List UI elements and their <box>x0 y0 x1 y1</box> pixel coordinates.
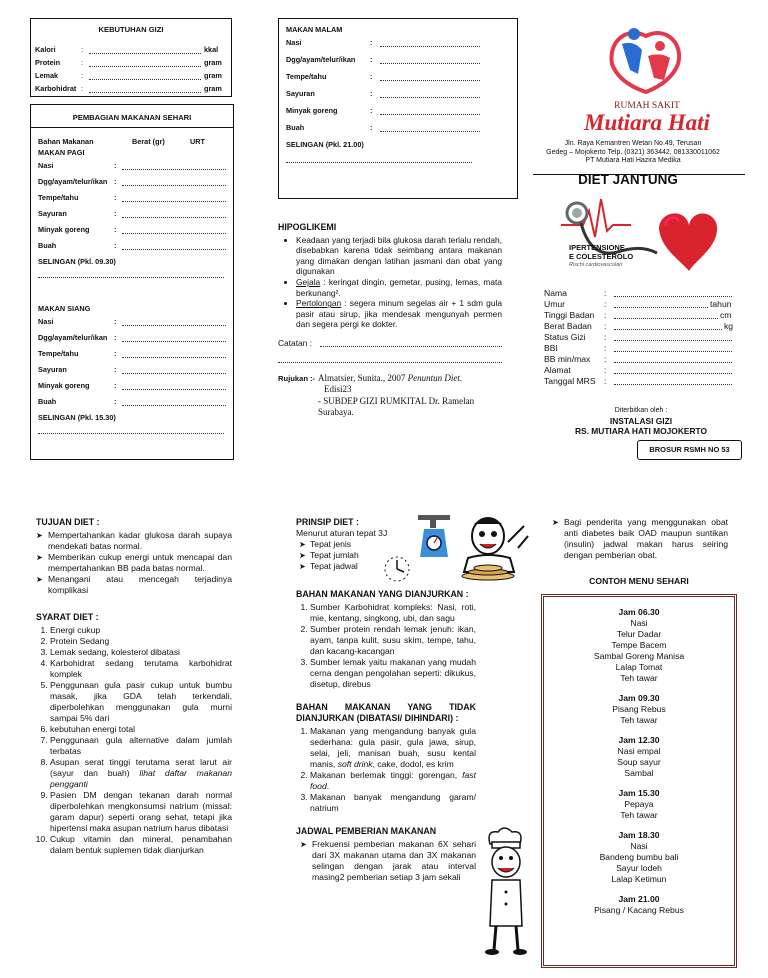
hipoglikemi-section <box>278 222 502 419</box>
menu-food: Pisang / Kacang Rebus <box>594 905 684 915</box>
jadwal-item: ➤ Frekuensi pemberian makanan 6X sehari dari 3X makanan utama dan 3X makanan selingan dengan jarak atau interval masing2 pemberian setiap 3 jam sekali <box>312 839 476 883</box>
prinsip-item: ➤ Tepat jadwal <box>310 561 478 572</box>
menu-food: Lalap Tomat <box>615 662 663 672</box>
selingan-siang: SELINGAN (Pkl. 15.30) <box>38 413 116 422</box>
malam-row: Nasi : <box>286 38 512 55</box>
tujuan-item: ➤ Mempertahankan kadar glukosa darah supaya mendekati batas normal. <box>48 530 232 552</box>
kebutuhan-row-protein: Protein : gram <box>35 58 222 67</box>
img-text-3: Rischi cardiovascolari <box>569 262 623 268</box>
menu-food: Bandeng bumbu bali <box>599 852 679 862</box>
col-berat: Berat (gr) <box>132 137 165 146</box>
tujuan-syarat-section <box>36 517 232 856</box>
kebutuhan-row-lemak: Lemak : gram <box>35 71 222 80</box>
syarat-item: 7. Penggunaan gula alternative dalam jumlah terbatas <box>50 735 232 757</box>
hospital-name: Mutiara Hati <box>584 110 710 135</box>
menu-time: Jam 12.30 <box>618 735 660 745</box>
hipoglikemi-p3: • Pertolongan : segera minum segelas air + 1 sdm gula pasir atau sirup, jika mendesak mengunyah permen dan segera pergi ke dokter. <box>296 298 502 330</box>
rumah-sakit-label: RUMAH SAKIT <box>614 101 680 111</box>
scale-icon <box>412 513 456 559</box>
siang-row: Tempe/tahu : <box>38 349 230 365</box>
menu-food: Pepaya <box>624 799 654 809</box>
malam-row: Buah : <box>286 123 512 140</box>
heart-image <box>561 191 721 281</box>
syarat-item: 2. Protein Sedang <box>50 636 232 647</box>
jadwal-title: JADWAL PEMBERIAN MAKANAN <box>296 826 437 836</box>
syarat-item: 5. Penggunaan gula pasir cukup untuk bumbu masak, jika GDA telah terkendali, diperbolehkan menggunakan gula murni sampai 5% dari <box>50 680 232 724</box>
syarat-item: 3. Lemak sedang, kolesterol dibatasi <box>50 647 232 658</box>
selingan-pagi: SELINGAN (Pkl. 09.30) <box>38 257 116 266</box>
siang-row: Sayuran : <box>38 365 230 381</box>
field-row: Tanggal MRS : <box>544 376 736 387</box>
menu-food: Pisang Rebus <box>612 704 666 714</box>
menu-food: Teh tawar <box>620 810 658 820</box>
prinsip-menurut: Menurut aturan tepat 3J <box>296 528 388 538</box>
menu-time: Jam 18.30 <box>618 830 660 840</box>
field-row: Status Gizi : <box>544 332 736 343</box>
field-row: BB min/max : <box>544 354 736 365</box>
pagi-row: Dgg/ayam/telur/ikan : <box>38 177 230 193</box>
syarat-item: 4. Karbohidrat sedang terutama karbohidrat komplek <box>50 658 232 680</box>
menu-time: Jam 09.30 <box>618 693 660 703</box>
tidak-item: 1. Makanan yang mengandung banyak gula sederhana: gula pasir, gula jawa, sirup, selai, jeli, manisan buah, susu kental manis, soft drink, cake, dodol, es krim <box>310 726 476 770</box>
siang-row: Dgg/ayam/telur/ikan : <box>38 333 230 349</box>
kebutuhan-unit: kkal <box>204 45 219 54</box>
kebutuhan-unit: gram <box>204 84 222 93</box>
syarat-item: 9. Pasien DM dengan tekanan darah normal diperbolehkan mengkonsumsi natrium (missal: garam dapur) seperti orang sehat, tetapi jika hipertensi maka asupan natrium harus dibatasi <box>50 790 232 834</box>
pagi-row: Buah : <box>38 241 230 257</box>
clock-icon <box>382 554 412 584</box>
img-text-2: E COLESTEROLO <box>569 252 634 261</box>
tujuan-item: ➤ Menangani atau mencegah terjadinya komplikasi <box>48 574 232 596</box>
obat-section <box>548 517 728 561</box>
malam-row: Tempe/tahu : <box>286 72 512 89</box>
prinsip-title: PRINSIP DIET : <box>296 517 359 527</box>
menu-food: Lalap Ketimun <box>611 874 667 884</box>
siang-row: Nasi : <box>38 317 230 333</box>
diet-title: DIET JANTUNG <box>578 172 678 187</box>
menu-food: Sayur lodeh <box>616 863 662 873</box>
siang-row: Buah : <box>38 397 230 413</box>
field-row: Alamat : <box>544 365 736 376</box>
rujukan: Rujukan :- Almatsier, Sunita., 2007 Penuntun Diet. Edisi23 - SUBDEP GIZI RUMKITAL Dr. Ramelan Surabaya. <box>278 372 475 418</box>
selingan-malam: SELINGAN (Pkl. 21.00) <box>286 140 364 149</box>
menu-time: Jam 06.30 <box>618 607 660 617</box>
field-row: Nama : <box>544 288 736 299</box>
hipoglikemi-title: HIPOGLIKEMI <box>278 222 337 232</box>
field-row: BBI : <box>544 343 736 354</box>
menu-food: Sambal Goreng Manisa <box>593 651 685 661</box>
menu-food: Sambal <box>624 768 654 778</box>
patient-fields <box>544 288 736 387</box>
hospital-address: Jln. Raya Kemantren Wetan No.49, Terusan Gedeg – Mojokerto Telp. (0321) 363442, 081330011062 PT Mutiara Hati Hazira Medika <box>546 140 720 165</box>
dianjurkan-item: 2. Sumber protein rendah lemak jenuh: ikan, ayam, tanpa kulit, susu skim, tempe, tahu, dan kacang-kacangan <box>310 624 476 657</box>
prinsip-item: ➤ Tepat jumlah <box>310 550 478 561</box>
img-text-1: IPERTENSIONE <box>569 243 625 252</box>
tidak-dianjurkan-title: BAHAN MAKANAN YANG TIDAK DIANJURKAN (DIBATASI/ DIHINDARI) : <box>296 702 476 723</box>
malam-row: Dgg/ayam/telur/ikan : <box>286 55 512 72</box>
malam-row: Minyak goreng : <box>286 106 512 123</box>
field-row: Umur : tahun <box>544 299 732 309</box>
menu-food: Soup sayur <box>617 757 661 767</box>
makan-pagi-title: MAKAN PAGI <box>38 148 85 157</box>
menu-time: Jam 15.30 <box>618 788 660 798</box>
makan-malam-box <box>278 18 518 199</box>
hospital-logo-icon <box>604 22 688 94</box>
pembagian-title: PEMBAGIAN MAKANAN SEHARI <box>72 113 192 122</box>
kebutuhan-rows <box>35 45 227 97</box>
kebutuhan-row-kalori: Kalori : kkal <box>35 45 219 54</box>
col-bahan: Bahan Makanan <box>38 137 94 146</box>
chef-icon <box>482 826 530 956</box>
pagi-row: Nasi : <box>38 161 230 177</box>
obat-item: ➤ Bagi penderita yang menggunakan obat anti diabetes baik OAD maupun suntikan (insulin) jadwal makan harus seiring dengan pemberian obat. <box>564 517 728 561</box>
kebutuhan-label: Kalori <box>35 45 56 54</box>
prinsip-item: ➤ Tepat jenis <box>310 539 478 550</box>
publisher: Diterbitkan oleh : INSTALASI GIZI RS. MUTIARA HATI MOJOKERTO <box>575 407 707 436</box>
syarat-item: 10. Cukup vitamin dan mineral, penambahan dalam bentuk suplemen tidak dianjurkan <box>50 834 232 856</box>
tujuan-title: TUJUAN DIET : <box>36 517 100 527</box>
makan-malam-title: MAKAN MALAM <box>286 25 343 34</box>
col-urt: URT <box>190 137 205 146</box>
menu-food: Tempe Bacem <box>611 640 667 650</box>
dianjurkan-item: 3. Sumber lemak yaitu makanan yang mudah cerna dengan pengolahan seperti: dikukus, disetup, direbus <box>310 657 476 690</box>
kebutuhan-unit: gram <box>204 58 222 67</box>
pagi-row: Tempe/tahu : <box>38 193 230 209</box>
kebutuhan-row-karbohidrat: Karbohidrat : gram <box>35 84 222 93</box>
kebutuhan-gizi-box <box>30 18 232 97</box>
menu-food: Teh tawar <box>620 673 658 683</box>
field-row: Berat Badan : kg <box>544 321 734 331</box>
kebutuhan-label: Karbohidrat <box>35 84 77 93</box>
tidak-item: 3. Makanan banyak mengandung garam/ natrium <box>310 792 476 814</box>
field-row: Tinggi Badan : cm <box>544 310 732 320</box>
brosur-badge: BROSUR RSMH NO 53 <box>637 440 742 460</box>
menu-title: CONTOH MENU SEHARI <box>589 576 689 586</box>
menu-food: Nasi empal <box>617 746 661 756</box>
menu-food: Nasi <box>630 618 648 628</box>
menu-food: Nasi <box>630 841 648 851</box>
pagi-row: Minyak goreng : <box>38 225 230 241</box>
pagi-row: Sayuran : <box>38 209 230 225</box>
tujuan-item: ➤ Memberikan cukup energi untuk mencapai dan mempertahankan BB pada batas normal. <box>48 552 232 574</box>
siang-row: Minyak goreng : <box>38 381 230 397</box>
dianjurkan-title: BAHAN MAKANAN YANG DIANJURKAN : <box>296 589 469 599</box>
hipoglikemi-p2: • Gejala : keringat dingin, gemetar, pusing, lemas, mata berkunang². <box>296 277 502 298</box>
pembagian-box <box>30 104 234 460</box>
hipoglikemi-p1: • Keadaan yang terjadi bila glukosa darah terlalu rendah, disebabkan karena tidak seimbang antara makanan yang dimakan dengan latihan jasmani dan obat yang digunakan <box>296 235 502 277</box>
syarat-item: 6. kebutuhan energi total <box>50 724 232 735</box>
pembagian-content <box>38 137 230 434</box>
tidak-item: 2. Makanan berlemak tinggi: gorengan, fast food. <box>310 770 476 792</box>
menu-food: Teh tawar <box>620 715 658 725</box>
syarat-item: 8. Asupan serat tinggi terutama serat larut air (sayur dan buah) lihat daftar makanan pengganti <box>50 757 232 790</box>
syarat-title: SYARAT DIET : <box>36 612 99 622</box>
syarat-item: 1. Energi cukup <box>50 625 232 636</box>
menu-time: Jam 21.00 <box>618 894 660 904</box>
dianjurkan-section <box>296 589 476 883</box>
kebutuhan-label: Lemak <box>35 71 59 80</box>
man-eating-icon <box>458 512 530 588</box>
dianjurkan-item: 1. Sumber Karbohidrat kompleks: Nasi, roti, mie, kentang, singkong, ubi, dan sagu <box>310 602 476 624</box>
kebutuhan-label: Protein <box>35 58 61 67</box>
makan-siang-title: MAKAN SIANG <box>38 304 91 313</box>
malam-row: Sayuran : <box>286 89 512 106</box>
menu-box <box>541 594 737 968</box>
catatan-row: Catatan : <box>278 338 502 350</box>
menu-food: Telur Dadar <box>616 629 662 639</box>
kebutuhan-unit: gram <box>204 71 222 80</box>
kebutuhan-gizi-title: KEBUTUHAN GIZI <box>98 25 164 34</box>
